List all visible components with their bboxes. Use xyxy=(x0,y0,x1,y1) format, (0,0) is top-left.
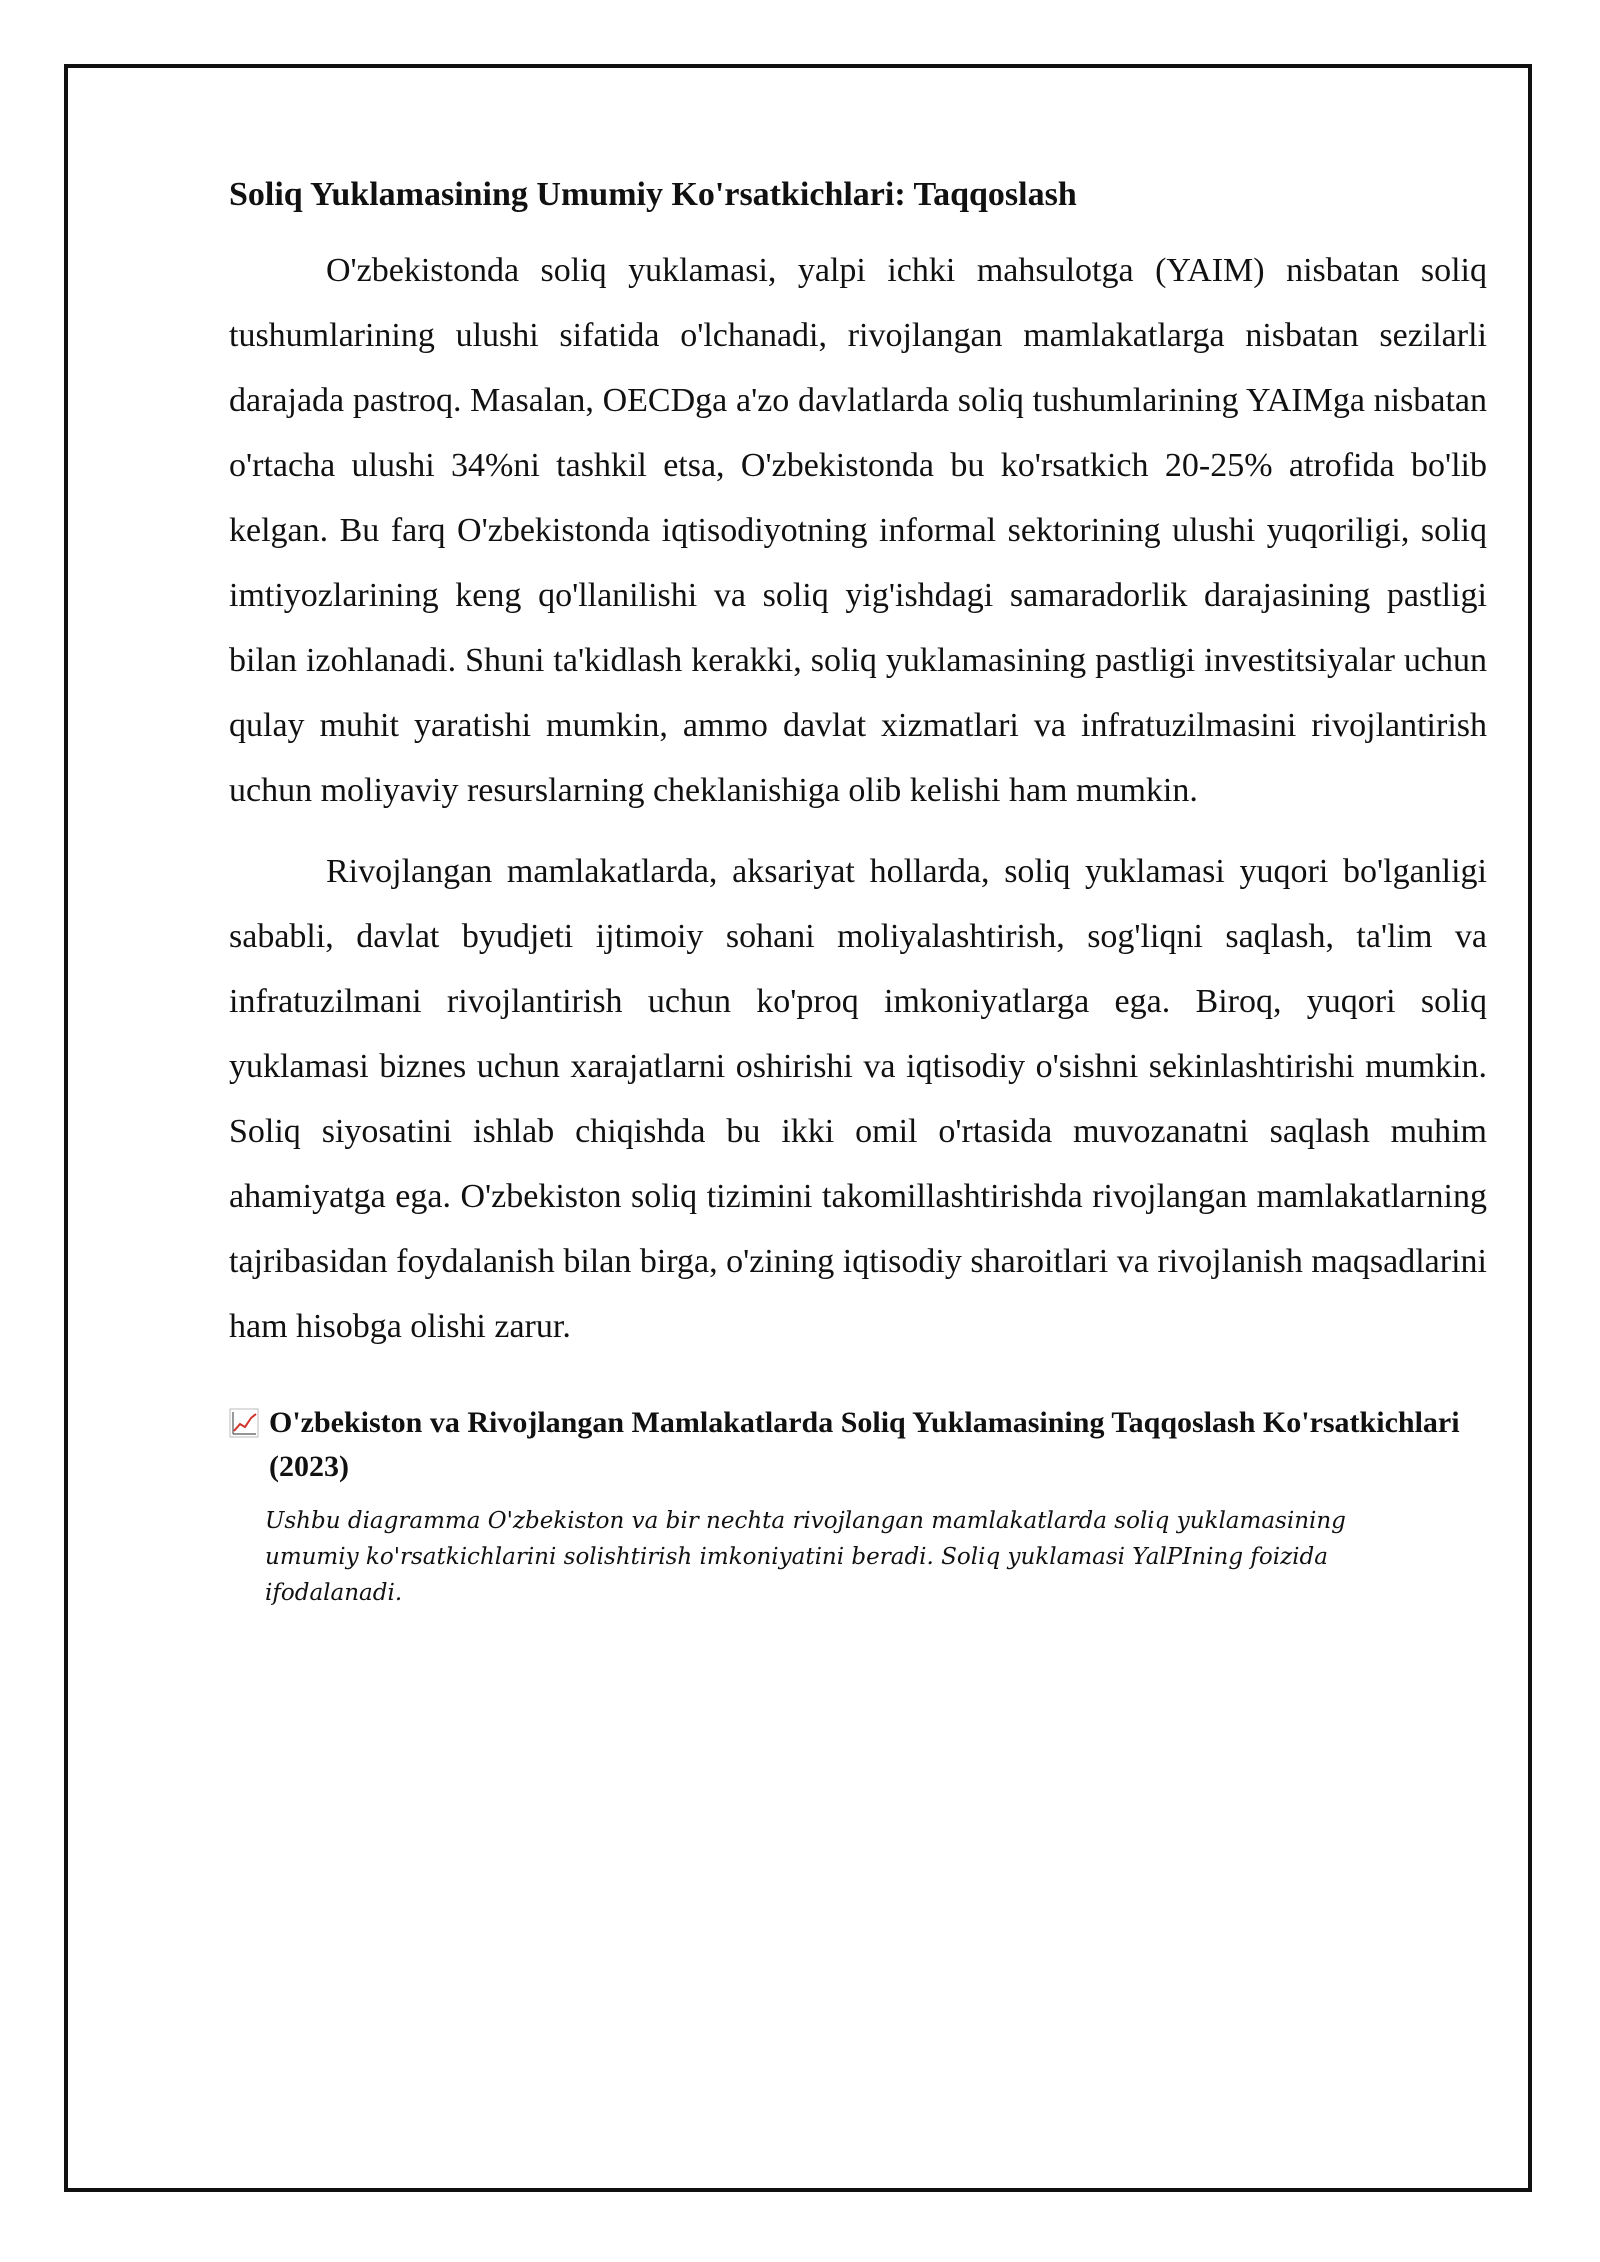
section-title: Soliq Yuklamasining Umumiy Ko'rsatkichlari: Taqqoslash xyxy=(229,176,1077,213)
figure-heading xyxy=(229,1401,1487,1489)
figure-title: O'zbekiston va Rivojlangan Mamlakatlarda Soliq Yuklamasining Taqqoslash Ko'rsatkichlari (2023) xyxy=(269,1406,1460,1483)
figure-caption: Ushbu diagramma O'zbekiston va bir nechta rivojlangan mamlakatlarda soliq yuklamasining umumiy ko'rsatkichlarini solishtirish imkoniyatini beradi. Soliq yuklamasi YalPIning foizida ifodalanadi. xyxy=(265,1508,1346,1606)
paragraph-2: Rivojlangan mamlakatlarda, aksariyat hollarda, soliq yuklamasi yuqori bo'lganligi sababli, davlat byudjeti ijtimoiy sohani moliyalashtirish, sog'liqni saqlash, ta'lim va infratuzilmani rivojlantirish uchun ko'proq imkoniyatlarga ega. Biroq, yuqori soliq yuklamasi biznes uchun xarajatlarni oshirishi va iqtisodiy o'sishni sekinlashtirishi mumkin. Soliq siyosatini ishlab chiqishda bu ikki omil o'rtasida muvozanatni saqlash muhim ahamiyatga ega. O'zbekiston soliq tizimini takomillashtirishda rivojlangan mamlakatlarning tajribasidan foydalanish bilan birga, o'zining iqtisodiy sharoitlari va rivojlanish maqsadlarini ham hisobga olishi zarur. xyxy=(229,853,1487,1345)
chart-increasing-icon xyxy=(229,1407,259,1437)
paragraph-1: O'zbekistonda soliq yuklamasi, yalpi ichki mahsulotga (YAIM) nisbatan soliq tushumlarining ulushi sifatida o'lchanadi, rivojlangan mamlakatlarga nisbatan sezilarli darajada pastroq. Masalan, OECDga a'zo davlatlarda soliq tushumlarining YAIMga nisbatan o'rtacha ulushi 34%ni tashkil etsa, O'zbekistonda bu ko'rsatkich 20-25% atrofida bo'lib kelgan. Bu farq O'zbekistonda iqtisodiyotning informal sektorining ulushi yuqoriligi, soliq imtiyozlarining keng qo'llanilishi va soliq yig'ishdagi samaradorlik darajasining pastligi bilan izohlanadi. Shuni ta'kidlash kerakki, soliq yuklamasining pastligi investitsiyalar uchun qulay muhit yaratishi mumkin, ammo davlat xizmatlari va infratuzilmasini rivojlantirish uchun moliyaviy resurslarning cheklanishiga olib kelishi ham mumkin. xyxy=(229,252,1487,809)
document-body xyxy=(229,172,1487,1611)
